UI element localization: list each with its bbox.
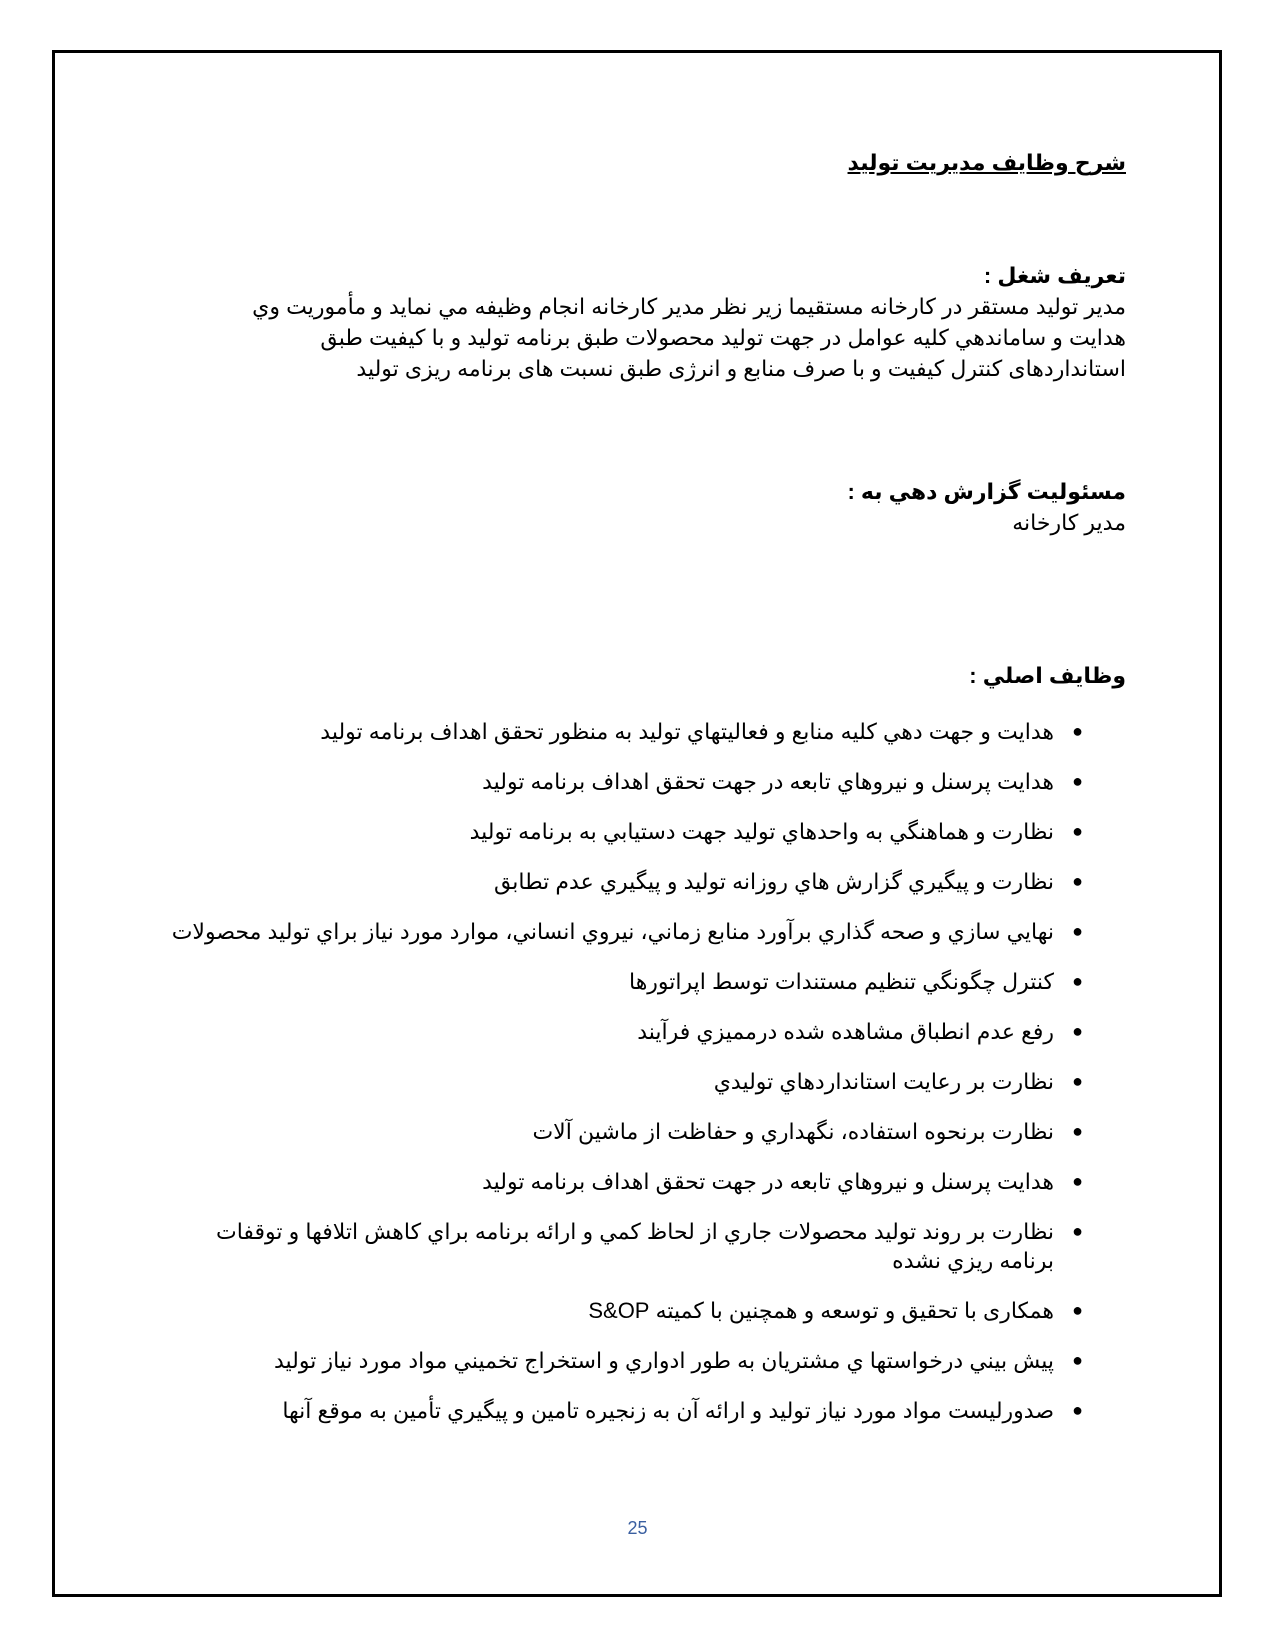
list-item: [170, 917, 1126, 946]
bullet-icon: ●: [1072, 1221, 1083, 1241]
duty-text: صدورليست مواد مورد نياز توليد و ارائه آن به زنجيره تامين و پيگيري تأمين به موقع آنها: [282, 1398, 1054, 1423]
bullet-icon: ●: [1072, 1171, 1083, 1191]
job-definition-line: استانداردهای کنترل کيفيت و با صرف منابع و انرژی طبق نسبت های برنامه ريزی توليد: [356, 356, 1126, 381]
duty-text: نظارت و پيگيري گزارش هاي روزانه توليد و پيگيري عدم تطابق: [493, 869, 1054, 894]
duty-text: نظارت بر رعايت استانداردهاي توليدي: [713, 1069, 1054, 1094]
duty-text: كنترل چگونگي تنظيم مستندات توسط اپراتورها: [628, 969, 1054, 994]
reporting-heading: مسئوليت گزارش دهي به :: [847, 479, 1126, 504]
list-item: [170, 1296, 1126, 1325]
duties-list: [170, 717, 1126, 1425]
duty-text: نظارت برنحوه استفاده، نگهداري و حفاظت از ماشين آلات: [532, 1119, 1054, 1144]
main-duties-section: [170, 661, 1126, 1425]
document-title: شرح وظايف مديريت توليد: [847, 150, 1126, 175]
bullet-icon: ●: [1072, 1121, 1083, 1141]
list-item: [170, 1117, 1126, 1146]
bullet-icon: ●: [1072, 1021, 1083, 1041]
main-duties-heading: وظايف اصلي :: [969, 663, 1126, 688]
bullet-icon: ●: [1072, 1300, 1083, 1320]
bullet-icon: ●: [1072, 821, 1083, 841]
job-definition-line: مدير توليد مستقر در كارخانه مستقيما زير نظر مدير كارخانه انجام وظيفه مي نمايد و مأموريت وي: [252, 294, 1126, 319]
job-definition-line: هدايت و ساماندهي كليه عوامل در جهت توليد محصولات طبق برنامه توليد و با کيفيت طبق: [320, 325, 1126, 350]
list-item: [170, 1167, 1126, 1196]
duty-text: همکاری با تحقيق و توسعه و همچنين با کميته S&OP: [588, 1298, 1054, 1323]
duty-text: هدايت پرسنل و نيروهاي تابعه در جهت تحقق اهداف برنامه توليد: [482, 769, 1054, 794]
list-item: [170, 867, 1126, 896]
duty-text: نظارت بر روند توليد محصولات جاري از لحاظ كمي و ارائه برنامه براي كاهش اتلافها و توقفات برنامه ريزي نشده: [216, 1219, 1054, 1273]
duty-text: هدايت پرسنل و نيروهاي تابعه در جهت تحقق اهداف برنامه توليد: [482, 1169, 1054, 1194]
job-definition-section: [170, 261, 1126, 384]
bullet-icon: ●: [1072, 921, 1083, 941]
list-item: [170, 967, 1126, 996]
list-item: [170, 717, 1126, 746]
bullet-icon: ●: [1072, 1400, 1083, 1420]
list-item: [170, 817, 1126, 846]
duty-text: نهايي سازي و صحه گذاري برآورد منابع زماني، نيروي انساني، موارد مورد نياز براي توليد محصولات: [171, 919, 1054, 944]
list-item: [170, 1346, 1126, 1375]
reporting-section: [170, 477, 1126, 538]
bullet-icon: ●: [1072, 971, 1083, 991]
bullet-icon: ●: [1072, 871, 1083, 891]
list-item: [170, 1017, 1126, 1046]
duty-text: نظارت و هماهنگي به واحدهاي توليد جهت دستيابي به برنامه توليد: [469, 819, 1054, 844]
list-item: [170, 1396, 1126, 1425]
duty-text: هدايت و جهت دهي كليه منابع و فعاليتهاي توليد به منظور تحقق اهداف برنامه توليد: [320, 719, 1054, 744]
bullet-icon: ●: [1072, 721, 1083, 741]
page-number: 25: [627, 1518, 648, 1538]
bullet-icon: ●: [1072, 1071, 1083, 1091]
bullet-icon: ●: [1072, 1350, 1083, 1370]
document-body: [170, 148, 1126, 1446]
list-item: [170, 767, 1126, 796]
list-item: [170, 1217, 1126, 1275]
bullet-icon: ●: [1072, 771, 1083, 791]
reporting-value: مدير كارخانه: [1012, 510, 1126, 535]
duty-text: رفع عدم انطباق مشاهده شده درمميزي فرآيند: [637, 1019, 1054, 1044]
job-definition-heading: تعريف شغل :: [983, 263, 1126, 288]
list-item: [170, 1067, 1126, 1096]
duty-text: پيش بيني درخواستها ي مشتريان به طور ادواري و استخراج تخميني مواد مورد نياز توليد: [273, 1348, 1054, 1373]
